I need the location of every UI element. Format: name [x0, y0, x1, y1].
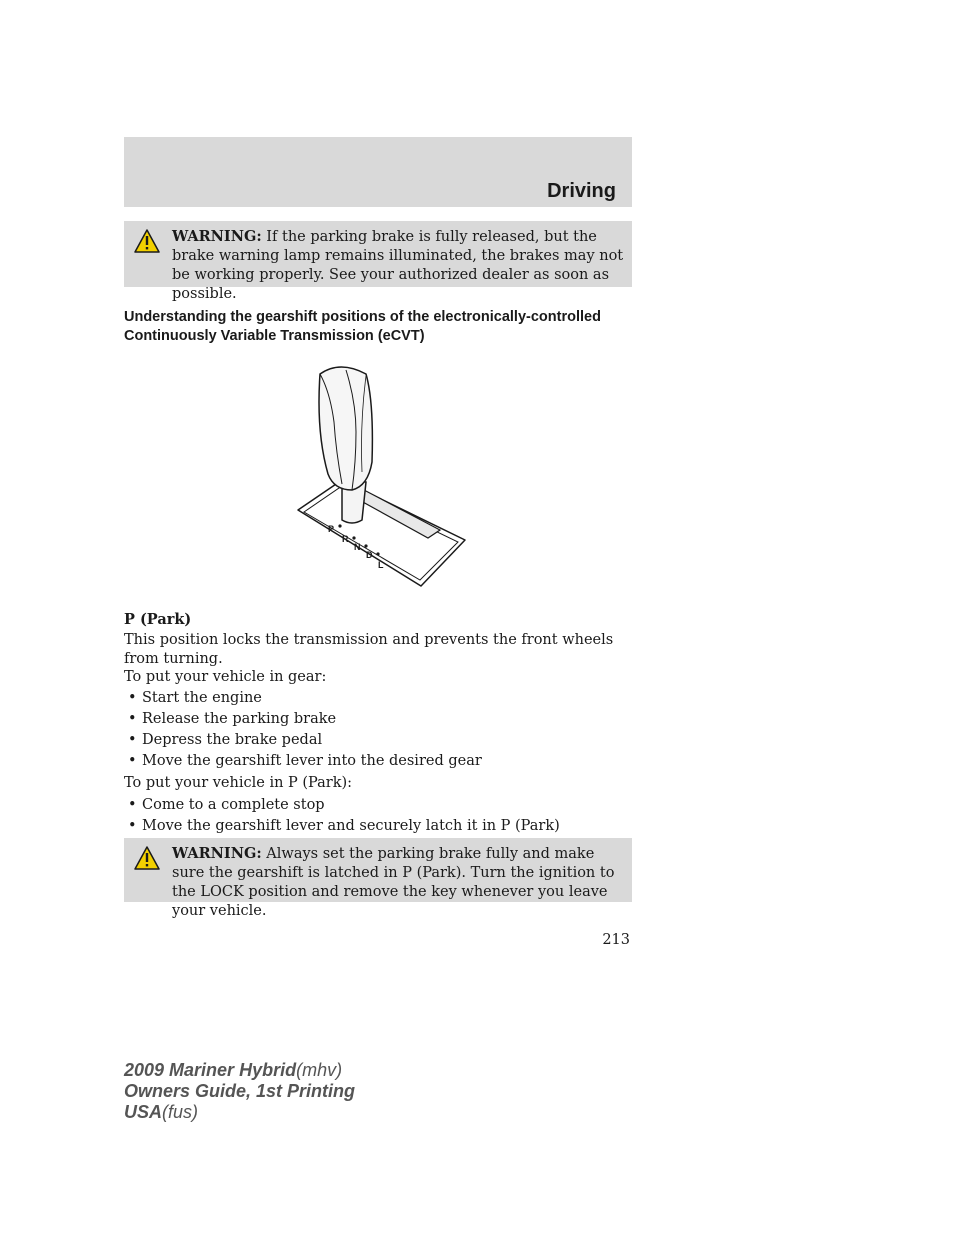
- warning-text: [130, 844, 624, 921]
- footer-edition: Owners Guide, 1st Printing: [124, 1081, 356, 1101]
- footer-market-code: (fus): [162, 1102, 199, 1122]
- warning-triangle-icon: [134, 846, 160, 870]
- gear-label-p: P: [328, 524, 335, 534]
- section-heading: Understanding the gearshift positions of the electronically-controlled Continuously Variable Transmission (eCVT): [124, 309, 601, 344]
- list-item: • Depress the brake pedal: [128, 732, 323, 748]
- warning-box: [124, 221, 632, 302]
- warning-triangle-icon: [134, 229, 160, 253]
- warning-label: WARNING:: [172, 228, 262, 245]
- gear-label-l: L: [378, 560, 384, 570]
- gear-label-d: D: [366, 550, 373, 560]
- park-title: P (Park): [124, 611, 192, 628]
- section-title: Driving: [547, 180, 616, 202]
- footer-market: USA: [124, 1102, 163, 1122]
- warning-box: [124, 838, 632, 919]
- park-intro: To put your vehicle in P (Park):: [124, 775, 353, 791]
- list-item: • Move the gearshift lever into the desired gear: [128, 753, 482, 769]
- footer: [124, 1060, 355, 1123]
- gear-label-n: N: [354, 542, 361, 552]
- footer-code: (mhv): [296, 1060, 343, 1080]
- header-band: [124, 137, 632, 207]
- warning-text: [130, 227, 624, 304]
- list-item: • Come to a complete stop: [128, 797, 325, 813]
- warning-body: If the parking brake is fully released, but the brake warning lamp remains illuminated, the brakes may not be working properly. See your authorized dealer as soon as possible.: [172, 229, 624, 302]
- gear-intro: To put your vehicle in gear:: [124, 669, 327, 685]
- footer-title: 2009 Mariner Hybrid: [124, 1060, 297, 1080]
- page-number: 213: [602, 932, 630, 948]
- warning-body: Always set the parking brake fully and make sure the gearshift is latched in P (Park). Turn the ignition to the LOCK position and remove the key whenever you leave your vehicle.: [172, 846, 615, 919]
- gear-label-r: R: [342, 534, 349, 544]
- list-item: • Start the engine: [128, 690, 262, 706]
- park-description: This position locks the transmission and prevents the front wheels from turning.: [124, 632, 614, 667]
- list-item: • Release the parking brake: [128, 711, 337, 727]
- gearshift-illustration: [290, 362, 470, 592]
- list-item: • Move the gearshift lever and securely latch it in P (Park): [128, 818, 560, 834]
- warning-label: WARNING:: [172, 845, 262, 862]
